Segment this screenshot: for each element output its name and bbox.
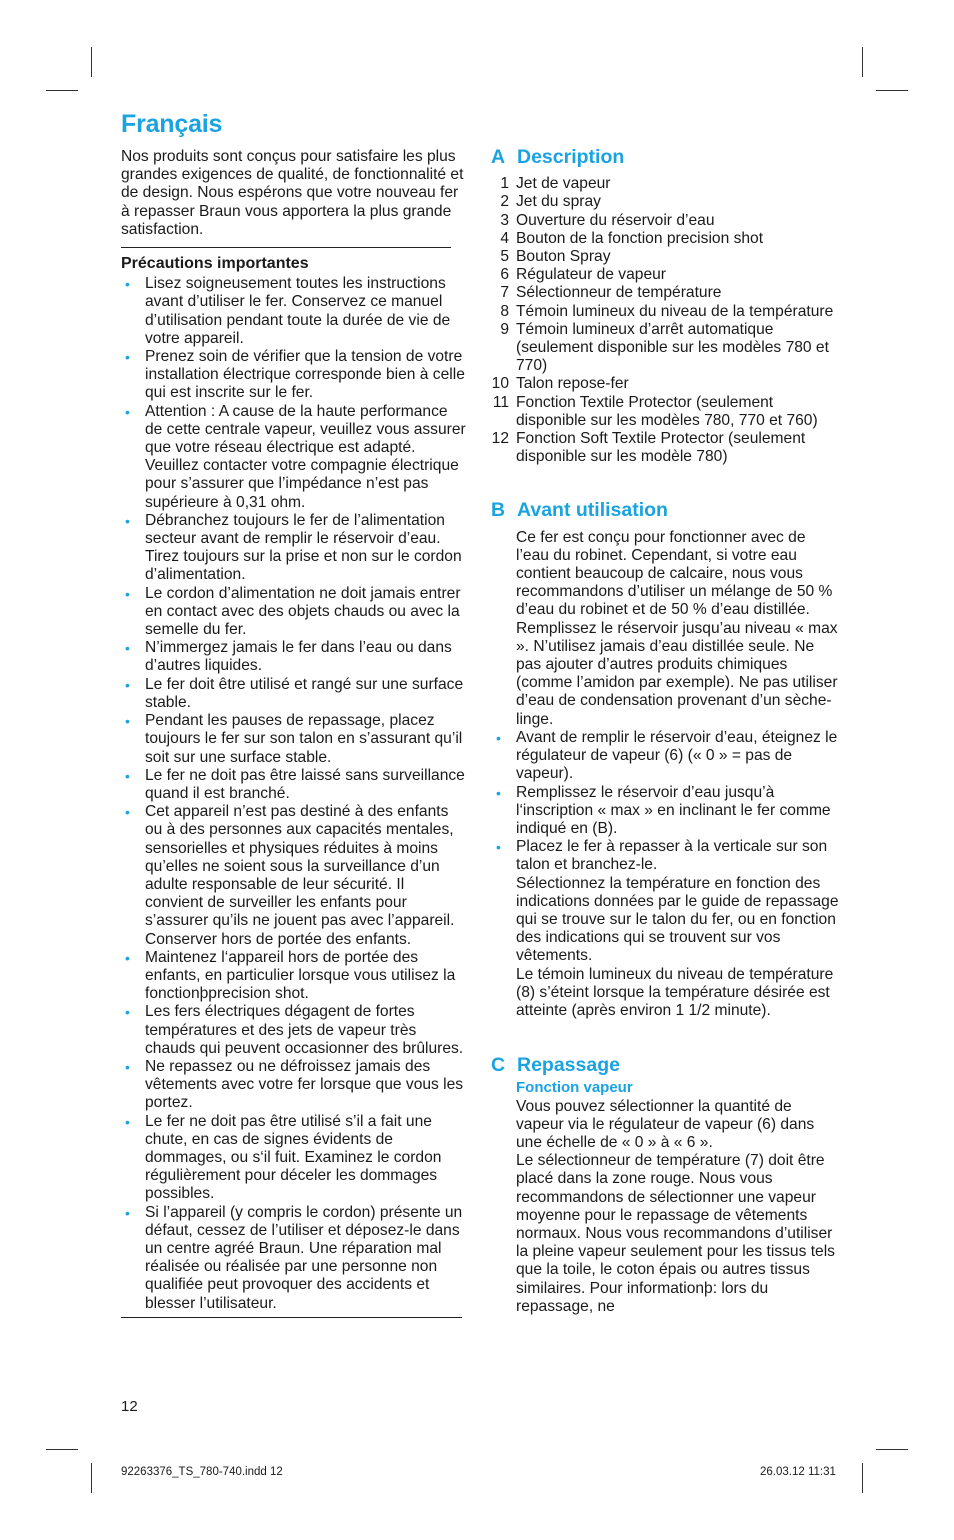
bullet-icon: • bbox=[125, 713, 130, 730]
section-letter: A bbox=[491, 146, 506, 168]
bullet-icon: • bbox=[125, 276, 130, 293]
item-number: 10 bbox=[491, 375, 509, 393]
item-number: 2 bbox=[500, 193, 509, 211]
list-item-text: Remplissez le réservoir d’eau jusqu’à l‘inscription « max » en inclinant le fer comme indiqué en (B). bbox=[516, 783, 831, 837]
bullet-icon: • bbox=[125, 640, 130, 657]
list-item bbox=[121, 348, 466, 403]
description-item bbox=[491, 175, 841, 193]
crop-mark bbox=[46, 90, 78, 91]
list-item-text: Débranchez toujours le fer de l’alimentation secteur avant de remplir le réservoir d’eau. Tirez toujours sur la prise et non sur le cordon d’alimentation. bbox=[145, 511, 462, 584]
item-number: 1 bbox=[500, 175, 509, 193]
description-item bbox=[491, 248, 841, 266]
item-text: Fonction Textile Protector (seulement disponible sur les modèles 780, 770 et 760) bbox=[516, 393, 818, 429]
description-item bbox=[491, 212, 841, 230]
section-title: Avant utilisation bbox=[517, 499, 668, 522]
description-item bbox=[491, 193, 841, 211]
bullet-icon: • bbox=[125, 949, 130, 966]
bullet-icon: • bbox=[496, 839, 501, 856]
section-c-heading bbox=[491, 1054, 841, 1077]
page-title: Français bbox=[121, 110, 223, 138]
description-item bbox=[491, 266, 841, 284]
section-b-body bbox=[491, 875, 841, 1021]
footer-date: 26.03.12 11:31 bbox=[760, 1466, 836, 1478]
list-item-text: N’immergez jamais le fer dans l’eau ou dans d’autres liquides. bbox=[145, 639, 452, 675]
paragraph: Sélectionnez la température en fonction des indications données par le guide de repassage qui se trouve sur le talon du fer, ou en fonction des indications qui se trouvent sur vos vêtements. bbox=[516, 874, 839, 965]
item-number: 11 bbox=[492, 393, 509, 411]
precautions-heading: Précautions importantes bbox=[121, 255, 309, 273]
list-item-text: Cet appareil n’est pas destiné à des enfants ou à des personnes aux capacités mentales, sensorielles et physiques réduites à moins qu’elles ne soient sous la surveillance d’un adulte responsable de leur sécurité. Il convient de surveiller les enfants pour s’assurer qu’ils ne jouent pas avec l’appareil. Conserver hors de portée des enfants. bbox=[145, 803, 455, 948]
list-item-text: Lisez soigneusement toutes les instructions avant d’utiliser le fer. Conservez ce manuel d’utilisation pendant toute la durée de vie de votre appareil. bbox=[145, 275, 451, 347]
item-number: 9 bbox=[500, 320, 509, 338]
crop-mark bbox=[46, 1449, 78, 1450]
intro-paragraph: Nos produits sont conçus pour satisfaire les plus grandes exigences de qualité, de fonctionnalité et de design. Nous espérons que votre nouveau fer à repasser Braun vous apportera la plus grande satisfaction. bbox=[121, 148, 464, 238]
description-item bbox=[491, 284, 841, 302]
bullet-icon: • bbox=[125, 1204, 130, 1221]
section-letter: C bbox=[491, 1054, 506, 1077]
description-list bbox=[491, 175, 841, 466]
right-column bbox=[491, 148, 841, 1316]
bullet-icon: • bbox=[125, 1004, 130, 1021]
section-title: Repassage bbox=[517, 1054, 620, 1077]
description-item bbox=[491, 430, 841, 466]
divider bbox=[121, 247, 451, 248]
bullet-icon: • bbox=[125, 1113, 130, 1130]
list-item-text: Les fers électriques dégagent de fortes températures et des jets de vapeur très chauds qui peuvent occasionner des brûlures. bbox=[145, 1003, 464, 1057]
list-item-text: Placez le fer à repasser à la verticale sur son talon et branchez-le. bbox=[516, 838, 828, 874]
list-item bbox=[121, 949, 466, 1004]
item-text: Bouton Spray bbox=[516, 248, 611, 266]
bullet-icon: • bbox=[496, 729, 501, 746]
item-number: 8 bbox=[500, 302, 509, 320]
bullet-icon: • bbox=[125, 349, 130, 366]
bullet-icon: • bbox=[125, 804, 130, 821]
bullet-icon: • bbox=[125, 403, 130, 420]
list-item-text: Avant de remplir le réservoir d’eau, éteignez le régulateur de vapeur (6) (« 0 » = pas de vapeur). bbox=[516, 728, 838, 783]
footer-file: 92263376_TS_780-740.indd 12 bbox=[121, 1466, 283, 1478]
list-item bbox=[121, 712, 466, 767]
paragraph: Le sélectionneur de température (7) doit être placé dans la zone rouge. Nous vous recommandons de sélectionner une vapeur moyenne pour le repassage de vêtements normaux. Nous vous recommandons d’utiliser la pleine vapeur seulement pour les tissus tels que la toile, le coton épais ou autres tissus similaires. Pour informationþ: lors du repassage, ne bbox=[516, 1152, 835, 1315]
section-b-bullets bbox=[491, 729, 841, 875]
item-number: 4 bbox=[500, 229, 509, 247]
list-item-text: Ne repassez ou ne défroissez jamais des vêtements avec votre fer lorsque que vous les portez. bbox=[145, 1057, 464, 1112]
paragraph: Ce fer est conçu pour fonctionner avec de l’eau du robinet. Cependant, si votre eau contient beaucoup de calcaire, nous vous recommandons d’utiliser un mélange de 50 % d’eau du robinet et de 50 % d’eau distillée. Remplissez le réservoir jusqu’au niveau « max ». N’utilisez jamais d’eau distillée seule. Ne pas ajouter d’autres produits chimiques (comme l’amidon par exemple). Ne pas utiliser d’eau de condensation provenant d’un sèche-linge. bbox=[516, 528, 838, 728]
item-number: 7 bbox=[500, 284, 509, 302]
crop-mark bbox=[876, 90, 908, 91]
list-item bbox=[121, 639, 466, 675]
section-title: Description bbox=[517, 146, 625, 168]
list-item bbox=[121, 1113, 466, 1204]
list-item bbox=[121, 767, 466, 803]
item-text: Jet de vapeur bbox=[516, 175, 611, 193]
list-item-text: Si l’appareil (y compris le cordon) présente un défaut, cessez de l’utiliser et déposez-le dans un centre agréé Braun. Une réparation mal réalisée ou réalisée par une personne non qualifiée peut provoquer des accidents et blesser l’utilisateur. bbox=[145, 1203, 463, 1312]
list-item-text: Prenez soin de vérifier que la tension de votre installation électrique corresponde bien à celle qui est inscrite sur le fer. bbox=[145, 348, 465, 402]
item-number: 5 bbox=[500, 248, 509, 266]
bullet-icon: • bbox=[125, 1058, 130, 1075]
list-item bbox=[121, 676, 466, 712]
divider bbox=[121, 1317, 462, 1318]
section-letter: B bbox=[491, 499, 506, 522]
bullet-icon: • bbox=[496, 784, 501, 801]
section-b-heading bbox=[491, 499, 841, 522]
item-text: Talon repose-fer bbox=[516, 375, 629, 393]
bullet-icon: • bbox=[125, 676, 130, 693]
item-number: 6 bbox=[500, 266, 509, 284]
section-a-heading bbox=[491, 148, 841, 166]
list-item bbox=[121, 1204, 466, 1313]
item-text: Témoin lumineux du niveau de la température bbox=[516, 302, 834, 320]
description-item bbox=[491, 303, 841, 321]
list-item bbox=[121, 512, 466, 585]
list-item bbox=[121, 403, 466, 512]
bullet-icon: • bbox=[125, 767, 130, 784]
list-item-text: Le fer ne doit pas être utilisé s’il a fait une chute, en cas de signes évidents de dommages, ou s‘il fuit. Examinez le cordon régulièrement pour déceler les dommages possibles. bbox=[145, 1112, 442, 1203]
list-item bbox=[121, 1003, 466, 1058]
description-item bbox=[491, 394, 841, 430]
description-item bbox=[491, 375, 841, 393]
list-item bbox=[121, 803, 466, 949]
crop-mark bbox=[876, 1449, 908, 1450]
item-text: Ouverture du réservoir d’eau bbox=[516, 211, 715, 229]
item-text: Fonction Soft Textile Protector (seulement disponible sur les modèle 780) bbox=[516, 430, 806, 466]
list-item-text: Maintenez l‘appareil hors de portée des enfants, en particulier lorsque vous utilisez la fonctionþprecision shot. bbox=[145, 948, 456, 1003]
list-item-text: Le cordon d’alimentation ne doit jamais entrer en contact avec des objets chauds ou avec la semelle du fer. bbox=[145, 584, 461, 639]
bullet-icon: • bbox=[125, 512, 130, 529]
left-column bbox=[121, 148, 466, 1318]
paragraph: Le témoin lumineux du niveau de température (8) s’éteint lorsque la température désirée est atteinte (après environ 1 1/2 minute). bbox=[516, 965, 834, 1019]
item-text: Régulateur de vapeur bbox=[516, 266, 666, 284]
item-text: Jet du spray bbox=[516, 193, 601, 211]
crop-mark bbox=[91, 1463, 92, 1493]
crop-mark bbox=[91, 47, 92, 77]
list-item bbox=[121, 275, 466, 348]
description-item bbox=[491, 321, 841, 376]
item-text: Sélectionneur de température bbox=[516, 284, 722, 302]
list-item-text: Attention : A cause de la haute performance de cette centrale vapeur, veuillez vous assurer que votre réseau électrique est adapté. Veuillez contacter votre compagnie électrique pour s’assurer que l’impédance n’est pas supérieure à 0,31 ohm. bbox=[145, 402, 466, 511]
description-item bbox=[491, 230, 841, 248]
item-text: Témoin lumineux d’arrêt automatique (seulement disponible sur les modèles 780 et 770) bbox=[516, 320, 829, 375]
list-item bbox=[121, 1058, 466, 1113]
list-item bbox=[491, 784, 841, 839]
paragraph: Vous pouvez sélectionner la quantité de vapeur via le régulateur de vapeur (6) dans une échelle de « 0 » à « 6 ». bbox=[516, 1097, 815, 1151]
list-item-text: Pendant les pauses de repassage, placez toujours le fer sur son talon en s’assurant qu’il soit sur une surface stable. bbox=[145, 712, 463, 766]
section-c-body bbox=[491, 1079, 841, 1316]
crop-mark bbox=[862, 1463, 863, 1493]
list-item-text: Le fer doit être utilisé et rangé sur une surface stable. bbox=[145, 675, 464, 711]
item-number: 3 bbox=[500, 211, 509, 229]
item-text: Bouton de la fonction precision shot bbox=[516, 229, 764, 247]
list-item bbox=[491, 729, 841, 784]
section-b-body bbox=[491, 529, 841, 729]
precautions-list bbox=[121, 275, 466, 1313]
subheading: Fonction vapeur bbox=[516, 1079, 633, 1097]
list-item-text: Le fer ne doit pas être laissé sans surveillance quand il est branché. bbox=[145, 766, 465, 802]
list-item bbox=[491, 838, 841, 874]
list-item bbox=[121, 585, 466, 640]
item-number: 12 bbox=[491, 430, 509, 448]
page-number: 12 bbox=[121, 1398, 138, 1415]
bullet-icon: • bbox=[125, 585, 130, 602]
crop-mark bbox=[862, 47, 863, 77]
